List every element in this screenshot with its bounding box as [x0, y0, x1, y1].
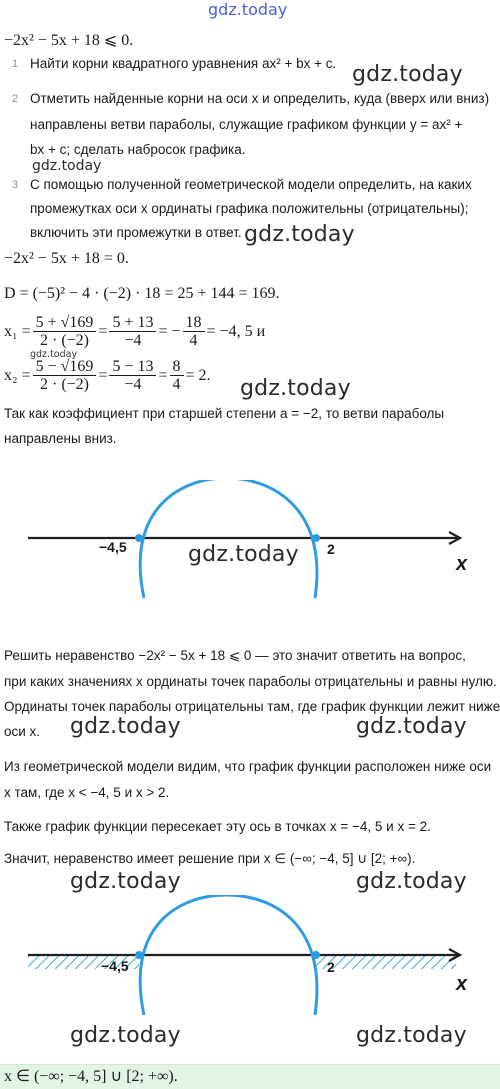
step-text: направлены ветви параболы, служащие графиком функции y = ax² +	[30, 117, 463, 132]
fraction: $\frac{18}{4}$	[183, 314, 205, 349]
watermark: gdz.today	[356, 1023, 467, 1048]
root-point	[135, 951, 143, 959]
geom-text: Из геометрической модели видим, что график функции расположен ниже оси	[4, 759, 492, 774]
axis-label: x	[456, 973, 468, 995]
step-number: 2	[12, 93, 19, 105]
explain-text: Ординаты точек параболы отрицательны там, где график функции лежит ниже	[4, 699, 500, 714]
watermark: gdz.today	[70, 1023, 181, 1048]
fraction: $\frac{8}{4}$	[170, 358, 184, 393]
task-inequality: −2x² − 5x + 18 ⩽ 0.	[4, 32, 134, 49]
explain-text: Решить неравенство −2x² − 5x + 18 ⩽ 0 — это значит ответить на вопрос,	[4, 648, 466, 663]
branches-text: направлены вниз.	[4, 431, 117, 446]
fraction: $\frac{5 - √169}{2 \cdot (-2)}$	[33, 358, 97, 393]
fraction: $\frac{5 + 13}{-4}$	[109, 314, 156, 349]
root-right-label: 2	[327, 541, 335, 557]
answer-text: x ∈ (−∞; −4, 5] ∪ [2; +∞).	[4, 1068, 178, 1085]
step-number: 1	[12, 58, 19, 70]
step-number: 3	[12, 179, 19, 191]
discriminant: D = (−5)² − 4 · (−2) · 18 = 25 + 144 = 169.	[4, 285, 280, 302]
watermark: gdz.today	[70, 714, 181, 739]
root-x1: x₁ = $\frac{5 + √169}{2 \cdot (-2)}$ = $\frac{5 + 13}{-4}$ = − $\frac{18}{4}$ = −4, 5 и	[4, 314, 266, 349]
watermark: gdz.today	[244, 222, 355, 247]
root-point	[135, 534, 143, 542]
step-text: Отметить найденные корни на оси x и определить, куда (вверх или вниз)	[30, 91, 490, 106]
root-x2: x₂ = $\frac{5 - √169}{2 \cdot (-2)}$ = $\frac{5 - 13}{-4}$ = $\frac{8}{4}$ = 2.	[4, 358, 211, 393]
fraction: $\frac{5 + √169}{2 \cdot (-2)}$	[33, 314, 97, 349]
x2-lhs: x₂ =	[4, 366, 31, 384]
root-left-label: −4,5	[99, 539, 127, 555]
watermark: gdz.today	[32, 158, 102, 174]
watermark: gdz.today	[356, 714, 467, 739]
hatched-interval-right	[316, 955, 456, 969]
step-text: Найти корни квадратного уравнения ax² + bx + c.	[30, 56, 337, 71]
watermark: gdz.today	[188, 542, 299, 567]
root-point	[312, 534, 320, 542]
root-right-label: 2	[327, 959, 335, 975]
watermark-small: gdz.today	[30, 349, 78, 360]
conclusion-text: Значит, неравенство имеет решение при x ∈ (−∞; −4, 5] ∪ [2; +∞).	[4, 851, 416, 866]
x1-lhs: x₁ =	[4, 322, 31, 340]
watermark: gdz.today	[240, 376, 351, 401]
fraction: $\frac{5 - 13}{-4}$	[109, 358, 156, 393]
geom-text: x там, где x < −4, 5 и x > 2.	[4, 785, 170, 800]
branches-text: Так как коэффициент при старшей степени a = −2, то ветви параболы	[4, 406, 445, 421]
step-text: промежутках оси x ординаты графика положительны (отрицательны);	[30, 201, 469, 216]
root-left-label: −4,5	[101, 958, 129, 974]
axis-label: x	[456, 553, 468, 575]
explain-text: оси x.	[4, 724, 41, 739]
watermark: gdz.today	[356, 869, 467, 894]
watermark-top: gdz.today	[208, 0, 288, 19]
watermark: gdz.today	[352, 62, 463, 87]
solution-graph	[0, 895, 500, 1020]
step-text: включить эти промежутки в ответ.	[30, 225, 242, 240]
root-point	[312, 951, 320, 959]
explain-text: при каких значениях x ординаты точек параболы отрицательны и равны нулю.	[4, 674, 497, 689]
step-text: bx + c; сделать набросок графика.	[30, 142, 246, 157]
watermark: gdz.today	[70, 869, 181, 894]
step-text: С помощью полученной геометрической модели определить, на каких	[30, 177, 472, 192]
crossing-text: Также график функции пересекает эту ось в точках x = −4, 5 и x = 2.	[4, 819, 431, 834]
equation: −2x² − 5x + 18 = 0.	[4, 250, 129, 267]
